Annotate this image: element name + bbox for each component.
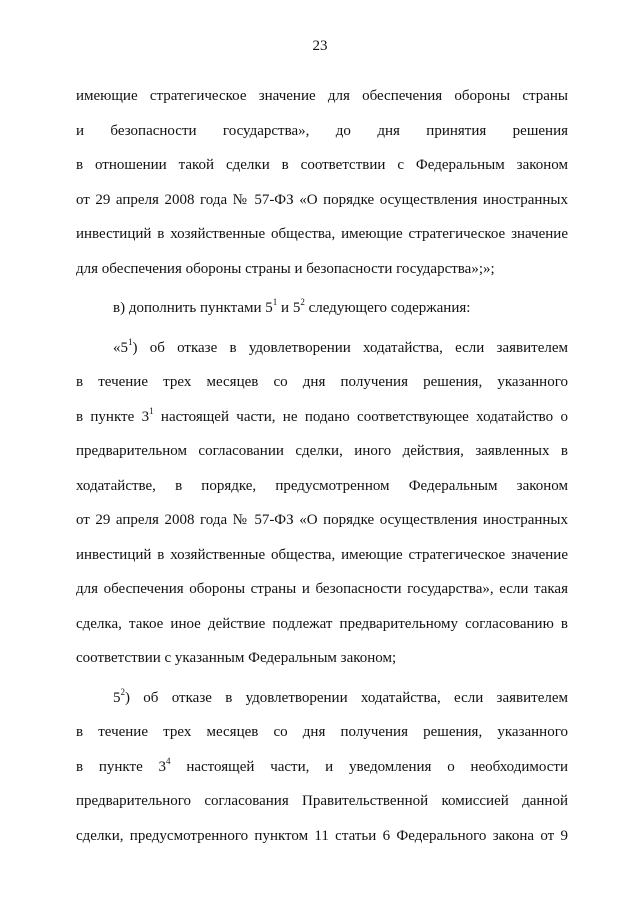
text-line: инвестиций в хозяйственные общества, имеющие стратегическое значение (76, 546, 568, 563)
text-line: в течение трех месяцев со дня получения решения, указанного (76, 374, 568, 390)
page-number: 23 (312, 38, 328, 54)
text-line: «$5^1$) об отказе в удовлетворении ходатайства, если заявителем (113, 336, 568, 356)
text-line: предварительного согласования Правительственной комиссией данной (76, 793, 568, 809)
text-line: ходатайстве, в порядке, предусмотренном Федеральным законом (76, 477, 568, 494)
text-line: от 29 апреля 2008 года № 57-ФЗ «О порядке осуществления иностранных (76, 512, 568, 528)
paragraph-continuation (76, 79, 568, 286)
text-line: сделка, такое иное действие подлежат предварительному согласованию в (76, 615, 568, 632)
text-line: для обеспечения обороны страны и безопасности государства»;»; (76, 260, 495, 277)
paragraph-item-5-2 (76, 681, 568, 854)
text-line: имеющие стратегическое значение для обеспечения обороны страны (76, 88, 568, 104)
text-line: в течение трех месяцев со дня получения решения, указанного (76, 724, 568, 740)
paragraph-item-5-1 (76, 331, 568, 676)
paragraph-amendment-intro (76, 291, 568, 326)
text-line: соответствии с указанным Федеральным законом; (76, 650, 397, 666)
text-line: и безопасности государства», до дня принятия решения (76, 122, 568, 139)
text-line: для обеспечения обороны страны и безопасности государства», если такая (76, 581, 568, 597)
text-line: в пункте $3^1$ настоящей части, не подано соответствующее ходатайство о (76, 405, 568, 425)
text-line: в пункте $3^4$ настоящей части, и уведомления о необходимости (76, 755, 568, 775)
text-line: в) дополнить пунктами $5^1$ и $5^2$ следующего содержания: (113, 297, 471, 316)
text-line: инвестиций в хозяйственные общества, имеющие стратегическое значение (76, 226, 568, 242)
text-line: от 29 апреля 2008 года № 57-ФЗ «О порядке осуществления иностранных (76, 191, 568, 208)
text-line: предварительном согласовании сделки, иного действия, заявленных в (76, 443, 568, 459)
text-line: сделки, предусмотренного пунктом 11 статьи 6 Федерального закона от 9 (76, 827, 568, 844)
document-body (76, 79, 568, 853)
text-line: в отношении такой сделки в соответствии с Федеральным законом (76, 157, 568, 173)
text-line: $5^2$) об отказе в удовлетворении ходатайства, если заявителем (113, 686, 568, 706)
